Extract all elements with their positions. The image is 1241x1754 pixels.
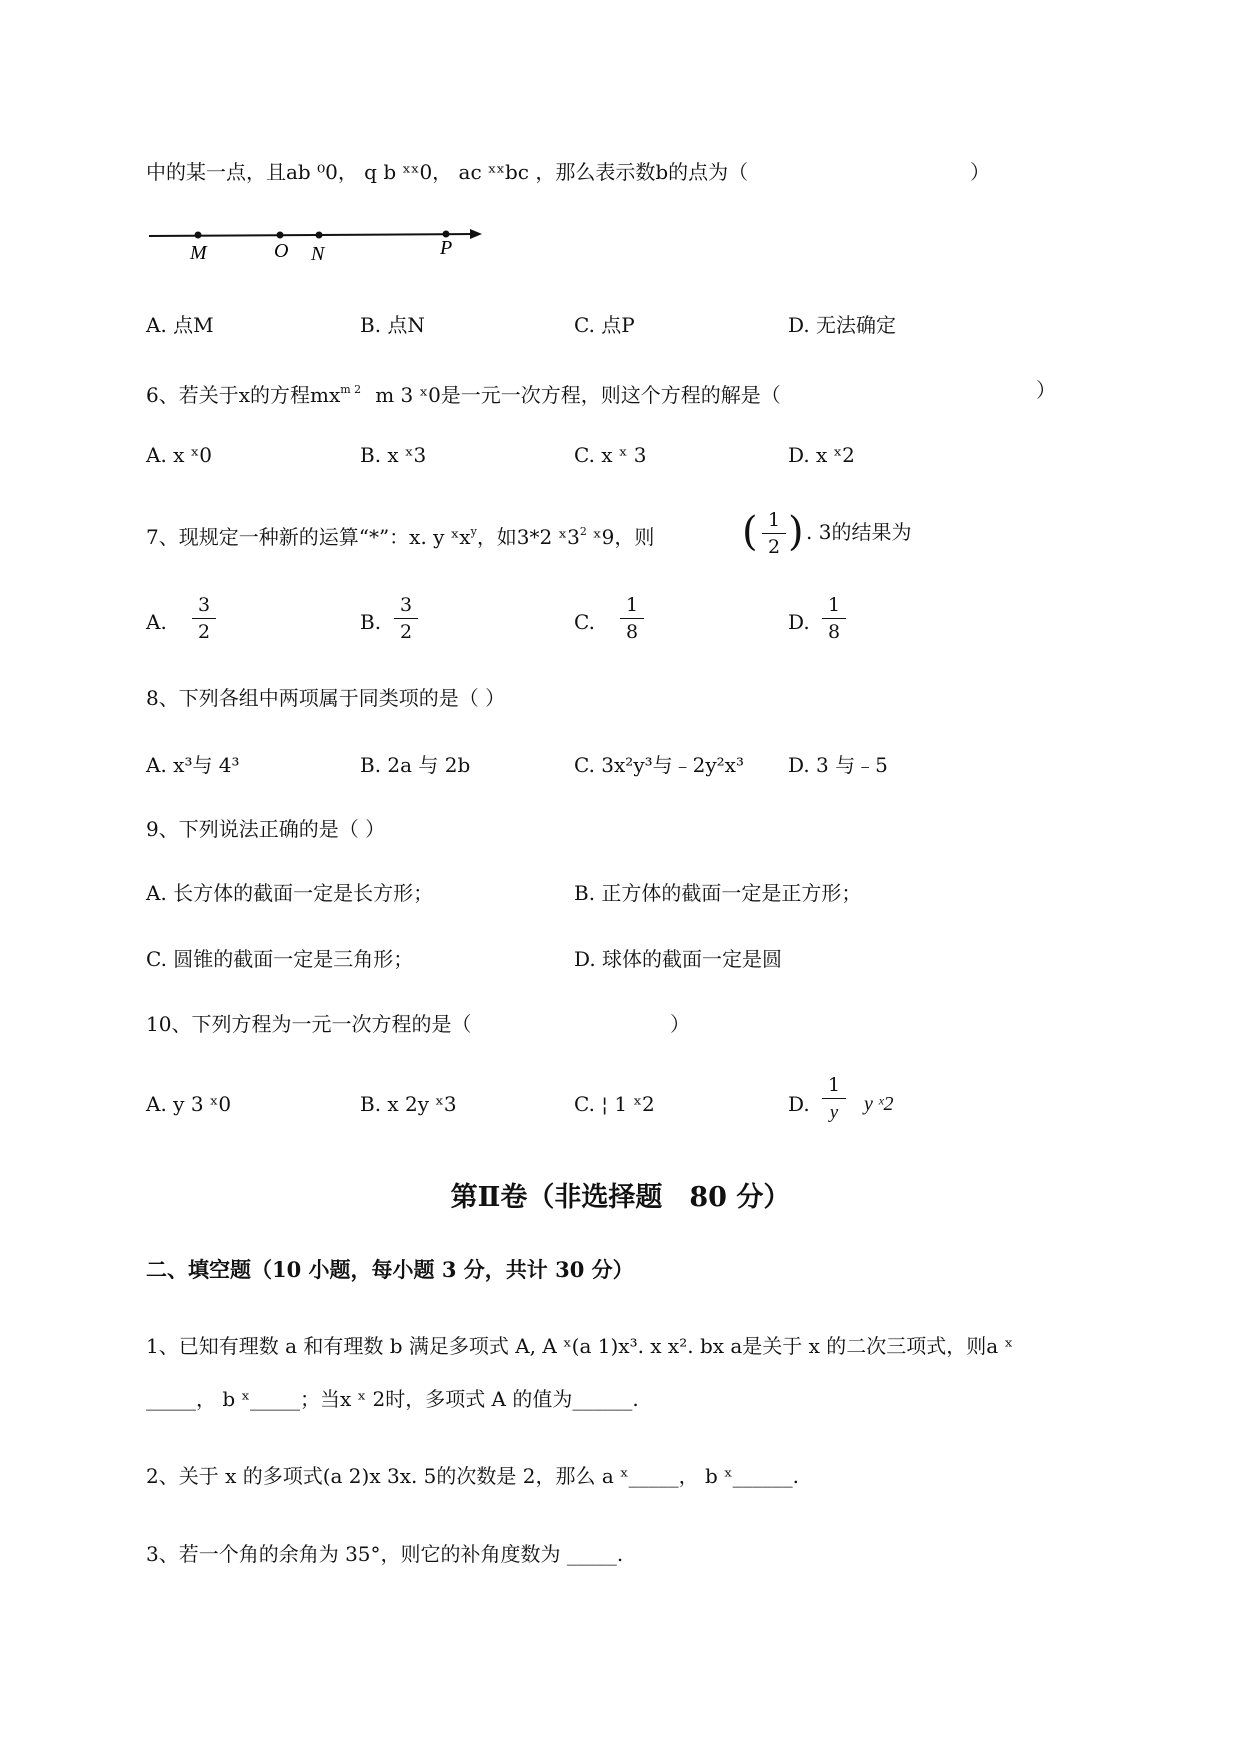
q7-stem-end: ˣ9，则: [586, 525, 655, 549]
fill-in-section-title: 二、填空题（10 小题，每小题 3 分，共计 30 分）: [146, 1257, 634, 1282]
q7-option-a-prefix: A.: [146, 610, 167, 634]
q8-option-a: A. x³与 4³: [146, 753, 240, 777]
label-n: N: [311, 243, 325, 265]
q7-option-b-num: 3: [399, 594, 413, 616]
q9-option-b: B. 正方体的截面一定是正方形；: [574, 881, 862, 905]
point-o: [277, 232, 284, 239]
q10-stem: 10、下列方程为一元一次方程的是（: [146, 1012, 472, 1036]
part2-title: 第Ⅱ卷（非选择题 80 分）: [450, 1182, 791, 1213]
fill-q1-line2: _____， b ˣ_____；当x ˣ 2时，多项式 A 的值为______.: [146, 1387, 639, 1411]
q5-option-d: D. 无法确定: [788, 313, 897, 337]
fill-q1-line1: 1、已知有理数 a 和有理数 b 满足多项式 A, A ˣ(a 1)x³. x x². bx a是关于 x 的二次三项式，则a ˣ: [146, 1334, 1014, 1358]
q7-stem: 7、现规定一种新的运算“*”：x. y ˣx$^y$，如3*2 $ˣ3^2$ ˣ9，则: [146, 525, 655, 549]
q7-stem-start: 7、现规定一种新的运算“*”：x. y ˣx: [146, 525, 471, 549]
q9-stem: 9、下列说法正确的是（ ）: [146, 817, 386, 841]
q10-option-d-fraction: [822, 1074, 846, 1124]
q7-option-c-num: 1: [625, 594, 639, 616]
q5-option-b: B. 点N: [360, 313, 425, 337]
label-m: M: [190, 242, 207, 264]
number-line-figure: [146, 222, 486, 272]
number-line-arrow: [470, 229, 482, 239]
q8-option-b: B. 2a 与 2b: [360, 753, 471, 777]
q9-option-a: A. 长方体的截面一定是长方形；: [146, 881, 434, 905]
q7-option-d-prefix: D.: [788, 610, 810, 634]
q10-option-d-num: 1: [827, 1074, 841, 1096]
fill-q2: 2、关于 x 的多项式(a 2)x 3x. 5的次数是 2，那么 a ˣ_____， b ˣ______.: [146, 1464, 799, 1488]
point-n: [316, 232, 323, 239]
q7-option-d-den: 8: [827, 621, 841, 643]
q6-option-a: A. x ˣ0: [146, 443, 212, 467]
q6-close-paren: ）: [1036, 378, 1056, 402]
q10-option-b: B. x 2y ˣ3: [360, 1092, 457, 1116]
q7-option-c-prefix: C.: [574, 610, 595, 634]
q6-stem: [146, 376, 781, 409]
q6-option-c: C. x ˣ 3: [574, 443, 647, 467]
q5-stem: 中的某一点，且ab ⁰0， q b ˣˣ0， ac ˣˣbc ，那么表示数b的点为（: [146, 160, 749, 184]
q8-stem: 8、下列各组中两项属于同类项的是（ ）: [146, 686, 506, 710]
q7-option-b-den: 2: [399, 621, 413, 643]
q7-frac-num: 1: [767, 509, 781, 531]
q6-exponent: m 2: [340, 383, 362, 396]
fill-q3: 3、若一个角的余角为 35°，则它的补角度数为 _____.: [146, 1542, 624, 1566]
point-m: [195, 232, 202, 239]
q9-option-c: C. 圆锥的截面一定是三角形；: [146, 947, 414, 971]
q6-option-d: D. x ˣ2: [788, 443, 855, 467]
q9-option-d: D. 球体的截面一定是圆: [574, 947, 783, 971]
q5-option-a: A. 点M: [146, 313, 214, 337]
q6-option-b: B. x ˣ3: [360, 443, 427, 467]
q7-option-d-num: 1: [827, 594, 841, 616]
q6-stem-start: 6、若关于x的方程mx: [146, 383, 341, 407]
q7-option-c-den: 8: [625, 621, 639, 643]
q10-option-c: C. ¦ 1 ˣ2: [574, 1092, 655, 1116]
q8-option-d: D. 3 与﹣5: [788, 753, 888, 777]
label-p: P: [440, 237, 453, 259]
q8-option-c: C. 3x²y³与﹣2y²x³: [574, 753, 744, 777]
q7-option-b-prefix: B.: [360, 610, 382, 634]
q5-option-c: C. 点P: [574, 313, 635, 337]
q10-close-paren: ）: [670, 1012, 690, 1036]
q7-paren-fraction: ( 1 2 ): [742, 509, 804, 558]
q7-option-a-den: 2: [197, 621, 211, 643]
q7-option-a-num: 3: [197, 594, 211, 616]
q10-option-d-prefix: D.: [788, 1092, 810, 1116]
q10-option-d-den: y: [829, 1102, 839, 1123]
q7-option-b-fraction: [394, 594, 418, 643]
q5-close-paren: ）: [970, 160, 990, 184]
label-o: O: [274, 240, 289, 262]
q7-stem-tail: . 3的结果为: [806, 520, 912, 544]
q7-option-a-fraction: [192, 594, 216, 643]
q7-option-d-fraction: [822, 594, 846, 643]
q10-option-a: A. y 3 ˣ0: [146, 1092, 232, 1116]
q7-option-c-fraction: [620, 594, 644, 643]
q7-stem-mid: ，如3*2 ˣ3: [476, 525, 580, 549]
q7-frac-den: 2: [767, 536, 781, 558]
q10-option-d-tail: y ˣ2: [864, 1093, 894, 1115]
q6-stem-mid: m 3 ˣ0是一元一次方程，则这个方程的解是（: [375, 383, 781, 407]
